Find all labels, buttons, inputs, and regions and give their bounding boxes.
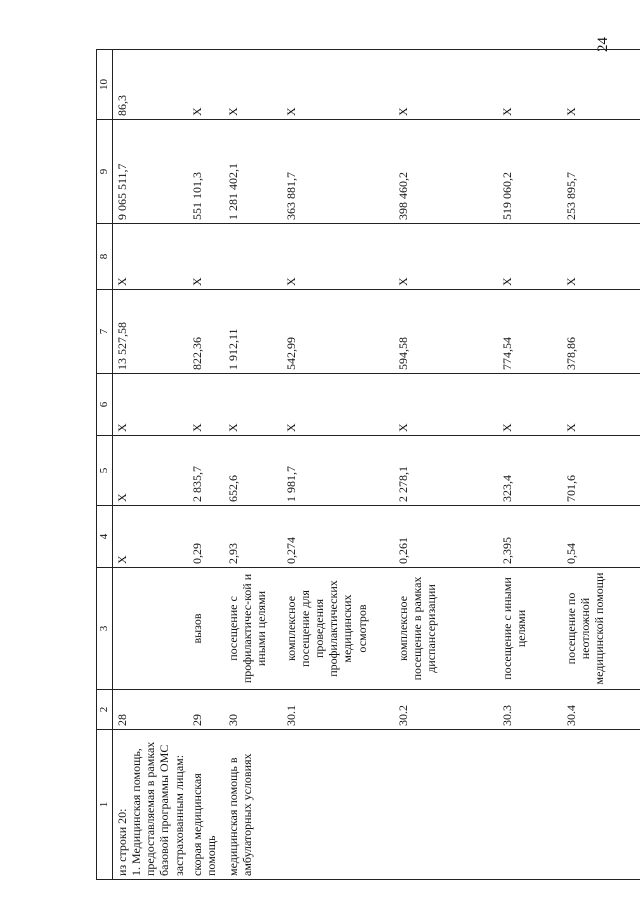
header-cell: 8 xyxy=(97,224,113,290)
table-cell-c9: 9 065 511,7 xyxy=(112,120,187,224)
table-cell-c8: X xyxy=(562,224,640,290)
table-cell-c2: 30.1 xyxy=(282,690,394,730)
table-cell-c3: комплексное посещение в рамках диспансеризации xyxy=(394,568,498,690)
table-cell-c1: из строки 20: 1. Медицинская помощь, предоставляемая в рамках базовой программы ОМС застрахованным лицам: xyxy=(112,730,187,880)
header-cell: 1 xyxy=(97,730,113,880)
table-cell-c2: 28 xyxy=(112,690,187,730)
table-row xyxy=(282,50,394,880)
header-cell: 5 xyxy=(97,436,113,506)
table-cell-c10: 86,3 xyxy=(112,50,187,120)
header-cell: 10 xyxy=(97,50,113,120)
table-cell-c6: X xyxy=(112,374,187,436)
table-cell-c7: 542,99 xyxy=(282,290,394,374)
table-cell-c9: 363 881,7 xyxy=(282,120,394,224)
table-cell-c6: X xyxy=(562,374,640,436)
header-cell: 4 xyxy=(97,506,113,568)
table-cell-c8 xyxy=(224,224,282,290)
table-cell-c6: X xyxy=(224,374,282,436)
header-cell: 6 xyxy=(97,374,113,436)
table-cell-c3: посещение с иными целями xyxy=(498,568,562,690)
table-cell-c5: X xyxy=(112,436,187,506)
table-cell-c3: посещение по неотложной медицинской помощи xyxy=(562,568,640,690)
header-cell: 3 xyxy=(97,568,113,690)
table-cell-c5: 2 278,1 xyxy=(394,436,498,506)
table-cell-c10: X xyxy=(224,50,282,120)
table-row xyxy=(562,50,640,880)
table-cell-c7: 1 912,11 xyxy=(224,290,282,374)
table-cell-c8: X xyxy=(394,224,498,290)
rotated-table-wrapper xyxy=(96,50,607,880)
table-cell-c5: 652,6 xyxy=(224,436,282,506)
table-cell-c3: вызов xyxy=(188,568,224,690)
table-cell-c6: X xyxy=(188,374,224,436)
table-cell-c9: 398 460,2 xyxy=(394,120,498,224)
table-cell-c7: 378,86 xyxy=(562,290,640,374)
table-row xyxy=(224,50,282,880)
table-cell-c9: 519 060,2 xyxy=(498,120,562,224)
table-cell-c6: X xyxy=(282,374,394,436)
table-cell-c5: 323,4 xyxy=(498,436,562,506)
table-cell-c5: 2 835,7 xyxy=(188,436,224,506)
table-cell-c7: 774,54 xyxy=(498,290,562,374)
table-cell-c4: 0,29 xyxy=(188,506,224,568)
table-cell-c2: 30 xyxy=(224,690,282,730)
table-cell-c10: X xyxy=(282,50,394,120)
table-cell-c2: 30.3 xyxy=(498,690,562,730)
table-cell-c3: посещение с профилактичес-кой и иными целями xyxy=(224,568,282,690)
table-cell-c1 xyxy=(282,730,394,880)
header-cell: 7 xyxy=(97,290,113,374)
table-cell-c10: X xyxy=(394,50,498,120)
table-cell-c7: 594,58 xyxy=(394,290,498,374)
table-cell-c2: 30.2 xyxy=(394,690,498,730)
table-cell-c6: X xyxy=(498,374,562,436)
table-cell-c10: X xyxy=(188,50,224,120)
page-number: 24 xyxy=(595,37,611,52)
table-cell-c4: 2,93 xyxy=(224,506,282,568)
table-row xyxy=(394,50,498,880)
table-cell-c1 xyxy=(394,730,498,880)
table-row xyxy=(188,50,224,880)
table-cell-c9: 1 281 402,1 xyxy=(224,120,282,224)
table-cell-c4: 0,54 xyxy=(562,506,640,568)
header-row xyxy=(97,50,113,880)
table-cell-c8: X xyxy=(498,224,562,290)
table-cell-c4: 0,274 xyxy=(282,506,394,568)
table-cell-c7: 822,36 xyxy=(188,290,224,374)
table-cell-c5: 1 981,7 xyxy=(282,436,394,506)
header-cell: 2 xyxy=(97,690,113,730)
table-cell-c1 xyxy=(498,730,562,880)
table-cell-c5: 701,6 xyxy=(562,436,640,506)
table-cell-c2: 29 xyxy=(188,690,224,730)
table-cell-c6: X xyxy=(394,374,498,436)
header-cell: 9 xyxy=(97,120,113,224)
table-cell-c8: X xyxy=(112,224,187,290)
table-cell-c4: 0,261 xyxy=(394,506,498,568)
data-table xyxy=(96,49,640,880)
table-cell-c4: 2,395 xyxy=(498,506,562,568)
table-cell-c1: медицинская помощь в амбулаторных условиях xyxy=(224,730,282,880)
table-row xyxy=(112,50,187,880)
table-cell-c1: скорая медицинская помощь xyxy=(188,730,224,880)
table-cell-c8: X xyxy=(188,224,224,290)
table-cell-c3: комплексное посещение для проведения профилактических медицинских осмотров xyxy=(282,568,394,690)
table-cell-c9: 551 101,3 xyxy=(188,120,224,224)
table-cell-c2: 30.4 xyxy=(562,690,640,730)
table-cell-c10: X xyxy=(562,50,640,120)
table-row xyxy=(498,50,562,880)
table-cell-c3 xyxy=(112,568,187,690)
table-cell-c4: X xyxy=(112,506,187,568)
table-cell-c10: X xyxy=(498,50,562,120)
table-cell-c1 xyxy=(562,730,640,880)
table-cell-c8: X xyxy=(282,224,394,290)
table-cell-c9: 253 895,7 xyxy=(562,120,640,224)
table-cell-c7: 13 527,58 xyxy=(112,290,187,374)
